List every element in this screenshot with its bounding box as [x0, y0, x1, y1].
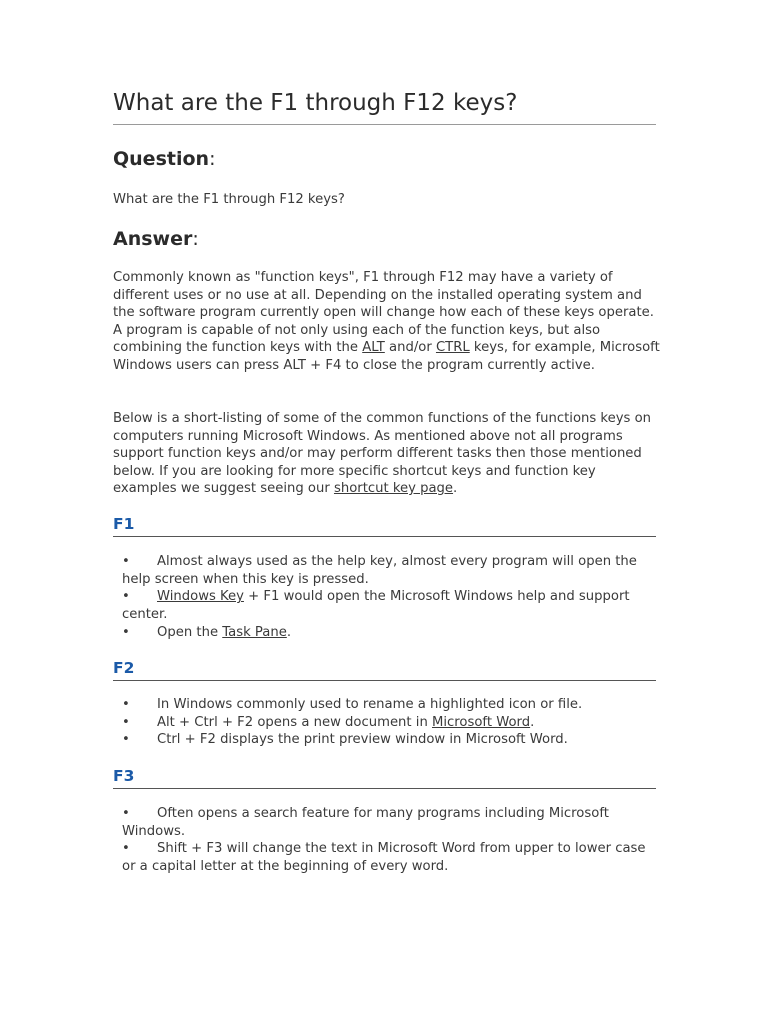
- answer-p2-text-1: Below is a short-listing of some of the common functions of the functions keys on computers running Microsoft Windows. As mentioned above not all programs support function keys and/or may perform different tasks then those mentioned below. If you are looking for more specific shortcut keys and function key examples we suggest seeing our: [113, 411, 652, 496]
- f2-heading: F2: [113, 658, 656, 681]
- question-text: What are the F1 through F12 keys?: [113, 192, 345, 207]
- bullet-icon: •: [122, 554, 130, 569]
- list-item: [122, 805, 662, 840]
- alt-link[interactable]: ALT: [362, 340, 385, 355]
- f3-list: [122, 805, 662, 876]
- page-title: What are the F1 through F12 keys?: [113, 88, 656, 125]
- list-item: [122, 588, 662, 623]
- bullet-icon: •: [122, 714, 130, 730]
- bullet-icon: •: [122, 589, 130, 605]
- task-pane-link[interactable]: Task Pane: [222, 624, 287, 640]
- answer-paragraph-1: [113, 269, 661, 374]
- answer-p1-text-3: keys, for example, Microsoft Windows users can press ALT + F4 to close the program currently active.: [113, 340, 660, 373]
- f1-heading: F1: [113, 514, 656, 537]
- microsoft-word-link[interactable]: Microsoft Word: [432, 714, 531, 730]
- f2-item-2-post: .: [530, 714, 535, 730]
- f1-item-1-text: Almost always used as the help key, almost every program will open the help screen when this key is pressed.: [122, 554, 637, 587]
- f1-list: [122, 553, 662, 642]
- bullet-icon: •: [122, 697, 130, 712]
- f1-item-2-text: + F1 would open the Microsoft Windows help and support center.: [122, 589, 630, 623]
- f2-item-3-text: Ctrl + F2 displays the print preview window in Microsoft Word.: [157, 732, 568, 748]
- question-heading: [113, 146, 215, 172]
- answer-heading: [113, 226, 199, 252]
- answer-p1-text-1: Commonly known as "function keys", F1 through F12 may have a variety of different uses or no use at all. Depending on the installed operating system and the software program currently open will change how each of these keys operate. A program is capable of not only using each of the function keys, but also combining the function keys with the: [113, 270, 654, 355]
- question-heading-colon: :: [209, 148, 216, 170]
- f2-item-2-pre: Alt + Ctrl + F2 opens a new document in: [157, 714, 432, 730]
- answer-paragraph-2: [113, 410, 661, 498]
- f2-list: [122, 696, 662, 749]
- list-item: [122, 624, 662, 642]
- windows-key-link[interactable]: Windows Key: [157, 589, 244, 605]
- f2-item-1-text: In Windows commonly used to rename a highlighted icon or file.: [157, 697, 583, 712]
- list-item: [122, 714, 662, 732]
- f3-heading: F3: [113, 766, 656, 789]
- f1-item-3-pre: Open the: [157, 624, 223, 640]
- bullet-icon: •: [122, 624, 130, 640]
- f3-item-1-text: Often opens a search feature for many programs including Microsoft Windows.: [122, 806, 609, 839]
- answer-heading-label: Answer: [113, 228, 193, 250]
- answer-heading-colon: :: [192, 228, 199, 250]
- f1-item-3-post: .: [286, 624, 292, 640]
- question-heading-label: Question: [113, 148, 210, 170]
- bullet-icon: •: [122, 841, 130, 857]
- list-item: [122, 840, 662, 875]
- answer-p2-text-2: .: [453, 481, 458, 496]
- answer-p1-text-2: and/or: [384, 340, 436, 355]
- f3-item-2-text: Shift + F3 will change the text in Microsoft Word from upper to lower case or a capital letter at the beginning of every word.: [122, 841, 646, 875]
- list-item: [122, 696, 662, 714]
- list-item: [122, 553, 662, 588]
- list-item: [122, 731, 662, 749]
- bullet-icon: •: [122, 806, 130, 821]
- shortcut-key-page-link[interactable]: shortcut key page: [333, 481, 454, 496]
- ctrl-link[interactable]: CTRL: [435, 340, 470, 355]
- bullet-icon: •: [122, 732, 130, 748]
